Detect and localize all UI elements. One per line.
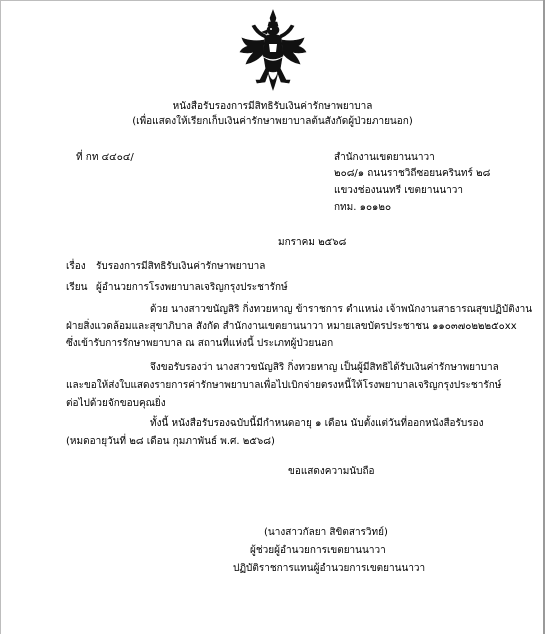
sender-address-line4: กทม. ๑๐๑๒๐ (334, 202, 392, 213)
doc-subtitle: (เพื่อแสดงให้เรียกเก็บเงินค่ารักษาพยาบาลต้นสังกัดผู้ป่วยภายนอก) (132, 116, 413, 127)
para2-line3: ต่อไปด้วยจักขอบคุณยิ่ง (66, 398, 166, 409)
subject-label: เรื่อง (66, 261, 86, 272)
subject-text: รับรองการมีสิทธิรับเงินค่ารักษาพยาบาล (96, 261, 266, 272)
sender-address-line3: แขวงช่องนนทรี เขตยานนาวา (334, 185, 464, 196)
reference-number: ที่ กท ๔๔๐๔/ (76, 152, 134, 163)
para2-line2: และขอให้ส่งใบแสดงรายการค่ารักษาพยาบาลเพื่อไปเบิกจ่ายตรงหนี้ให้โรงพยาบาลเจริญกรุงประชารักษ์ (66, 380, 502, 391)
recipient-text: ผู้อำนวยการโรงพยาบาลเจริญกรุงประชารักษ์ (96, 282, 288, 293)
para2-line1: จึงขอรับรองว่า นางสาวขนัญสิริ กิ่งทวยหาญ เป็นผู้มีสิทธิได้รับเงินค่ารักษาพยาบาล (150, 362, 499, 373)
garuda-emblem-icon (238, 8, 308, 93)
doc-title: หนังสือรับรองการมีสิทธิรับเงินค่ารักษาพยาบาล (172, 101, 373, 112)
closing-text: ขอแสดงความนับถือ (288, 466, 375, 477)
recipient-label: เรียน (66, 282, 88, 293)
para1-line3: ซึ่งเข้ารับการรักษาพยาบาล ณ สถานที่แห่งนี้ ประเภทผู้ป่วยนอก (66, 338, 334, 349)
doc-date: มกราคม ๒๕๖๘ (278, 237, 347, 248)
page-border-top (0, 0, 545, 1)
sender-address-line1: สำนักงานเขตยานนาวา (334, 152, 435, 163)
sender-address-line2: ๒๐๘/๑ ถนนราชวิถีซอยนครินทร์ ๒๘ (334, 168, 491, 179)
signatory-name: (นางสาวกัลยา สิขิตสารวิทย์) (264, 527, 388, 538)
para1-line2: ฝ่ายสิ่งแวดล้อมและสุขาภิบาล สังกัด สำนักงานเขตยานนาวา หมายเลขบัตรประชาชน ๑๑๐๓๗๐๒๒๒๕๐xx (66, 321, 517, 332)
signatory-position1: ผู้ช่วยผู้อำนวยการเขตยานนาวา (250, 545, 386, 556)
signatory-position2: ปฏิบัติราชการแทนผู้อำนวยการเขตยานนาวา (233, 563, 426, 574)
page-border-left (0, 0, 1, 634)
para3-line1: ทั้งนี้ หนังสือรับรองฉบับนี้มีกำหนดอายุ ๑ เดือน นับตั้งแต่วันที่ออกหนังสือรับรอง (150, 418, 484, 429)
para1-line1: ด้วย นางสาวขนัญสิริ กิ่งทวยหาญ ข้าราชการ ตำแหน่ง เจ้าพนักงานสาธารณสุขปฏิบัติงาน (150, 304, 533, 315)
para3-line2: (หมดอายุวันที่ ๒๘ เดือน กุมภาพันธ์ พ.ศ. ๒๕๖๘) (66, 436, 275, 447)
